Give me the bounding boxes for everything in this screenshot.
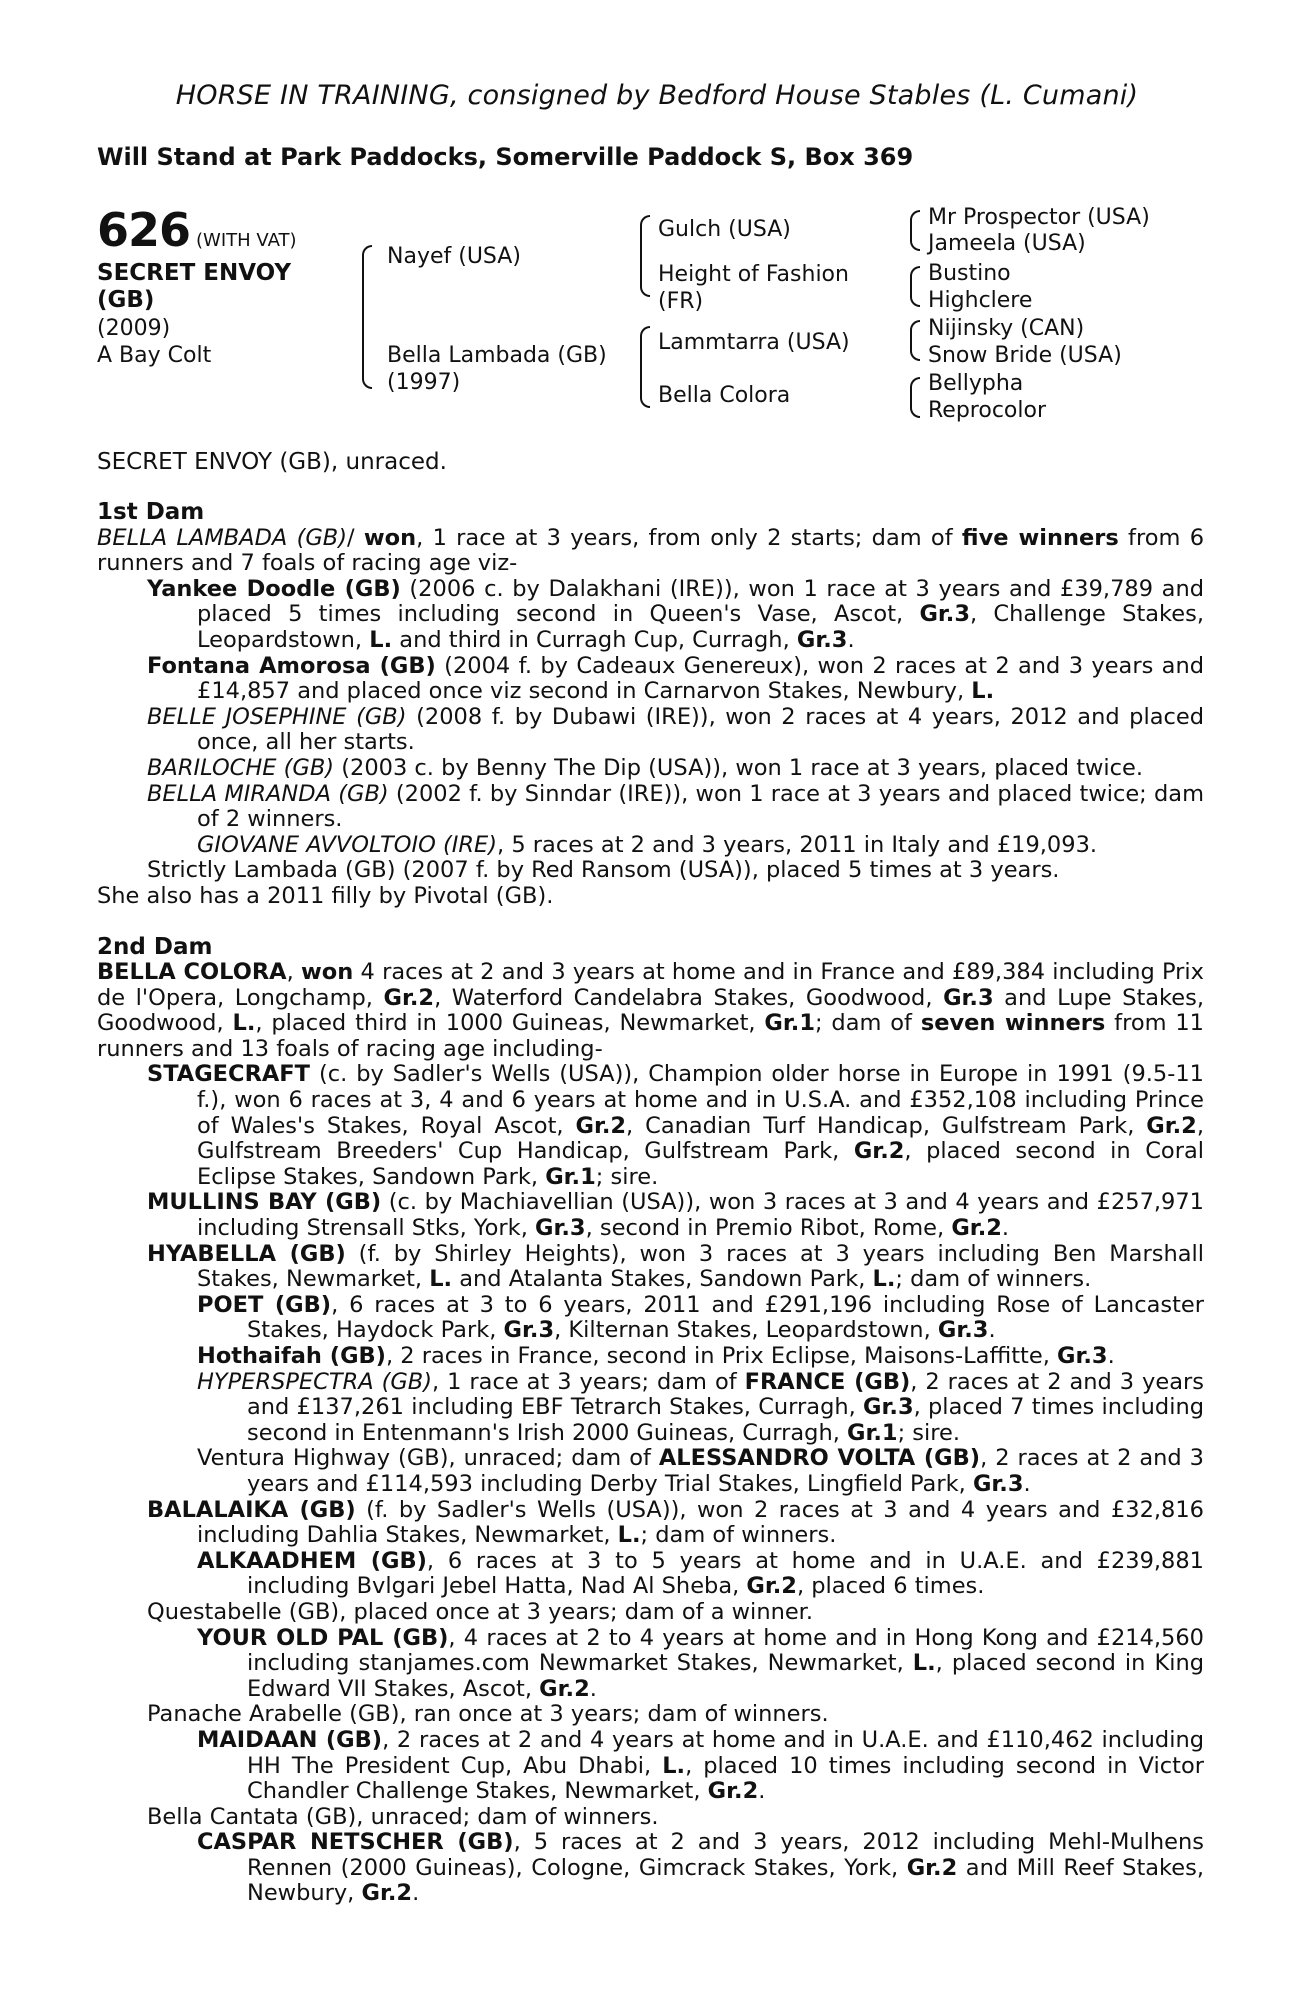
pedigree-gen4-7: Bellypha xyxy=(928,371,1024,396)
pedigree-entry: MAIDAAN (GB), 2 races at 2 and 4 years at home and in U.A.E. and £110,462 including HH The President Cup, Abu Dhabi, L., placed 10 times including second in Victor Chandler Challenge Stakes, Newmarket, Gr.2. xyxy=(197,1726,1204,1805)
pedigree-gen3-3: Lammtarra (USA) xyxy=(658,330,850,355)
pedigree-entry: HYABELLA (GB) (f. by Shirley Heights), won 3 races at 3 years including Ben Marshall Stakes, Newmarket, L. and Atalanta Stakes, Sandown Park, L.; dam of winners. xyxy=(147,1240,1204,1293)
pedigree-entry: Ventura Highway (GB), unraced; dam of ALESSANDRO VOLTA (GB), 2 races at 2 and 3 years and £114,593 including Derby Trial Stakes, Lingfield Park, Gr.3. xyxy=(197,1445,1204,1497)
pedigree-gen4-5: Nijinsky (CAN) xyxy=(928,316,1085,341)
pedigree-entry: She also has a 2011 filly by Pivotal (GB). xyxy=(97,882,554,909)
pedigree-entry: BELLA MIRANDA (GB) (2002 f. by Sinndar (IRE)), won 1 race at 3 years and placed twice; dam of 2 winners. xyxy=(147,780,1204,833)
pedigree-entry: ALKAADHEM (GB), 6 races at 3 to 5 years at home and in U.A.E. and £239,881 including Bvlgari Jebel Hatta, Nad Al Sheba, Gr.2, placed 6 times. xyxy=(197,1547,1204,1600)
pedigree-entry: BELLA LAMBADA (GB)/ won, 1 race at 3 years, from only 2 starts; dam of five winners from 6 runners and 7 foals of racing age viz- xyxy=(97,524,1205,577)
first-dam-entries xyxy=(97,526,1204,910)
pedigree-gen4-8: Reprocolor xyxy=(928,398,1046,423)
pedigree-gen3-4: Bella Colora xyxy=(658,383,791,408)
pedigree-entry: BALALAIKA (GB) (f. by Sadler's Wells (USA)), won 2 races at 3 and 4 years and £32,816 including Dahlia Stakes, Newmarket, L.; dam of winners. xyxy=(147,1496,1204,1549)
brace-height-of-fashion xyxy=(910,266,920,307)
pedigree-entry: POET (GB), 6 races at 3 to 6 years, 2011 and £291,196 including Rose of Lancaster Stakes, Haydock Park, Gr.3, Kilternan Stakes, Leopardstown, Gr.3. xyxy=(197,1291,1204,1344)
pedigree-gen3-2: Height of Fashion (FR) xyxy=(658,262,849,314)
brace-bella-colora xyxy=(910,377,920,418)
second-dam-heading: 2nd Dam xyxy=(97,933,213,960)
lot-number-block xyxy=(97,203,297,257)
pedigree-entry: Fontana Amorosa (GB) (2004 f. by Cadeaux Genereux), won 2 races at 2 and 3 years and £14,857 and placed once viz second in Carnarvon Stakes, Newbury, L. xyxy=(147,652,1204,705)
vat-note: (WITH VAT) xyxy=(196,230,297,251)
pedigree-gen4-6: Snow Bride (USA) xyxy=(928,343,1122,368)
pedigree-entry: Strictly Lambada (GB) (2007 f. by Red Ransom (USA)), placed 5 times at 3 years. xyxy=(147,857,1060,884)
stand-location: Will Stand at Park Paddocks, Somerville Paddock S, Box 369 xyxy=(97,143,914,171)
pedigree-gen4-1: Mr Prospector (USA) xyxy=(928,205,1150,230)
pedigree-entry: BARILOCHE (GB) (2003 c. by Benny The Dip (USA)), won 1 race at 3 years, placed twice. xyxy=(147,754,1144,781)
pedigree-entry: BELLA COLORA, won 4 races at 2 and 3 years at home and in France and £89,384 including Prix de l'Opera, Longchamp, Gr.2, Waterford Candelabra Stakes, Goodwood, Gr.3 and Lupe Stakes, Goodwood, L., placed third in 1000 Guineas, Newmarket, Gr.1; dam of seven winners from 11 runners and 13 foals of racing age including- xyxy=(97,959,1205,1062)
pedigree-gen4-3: Bustino xyxy=(928,261,1011,286)
horse-description: A Bay Colt xyxy=(97,343,212,368)
pedigree-entry: HYPERSPECTRA (GB), 1 race at 3 years; dam of FRANCE (GB), 2 races at 2 and 3 years and £137,261 including EBF Tetrarch Stakes, Curragh, Gr.3, placed 7 times including second in Entenmann's Irish 2000 Guineas, Curragh, Gr.1; sire. xyxy=(197,1368,1204,1446)
pedigree-entry: Panache Arabelle (GB), ran once at 3 years; dam of winners. xyxy=(147,1701,829,1728)
produce-record xyxy=(97,500,1204,1907)
race-record: SECRET ENVOY (GB), unraced. xyxy=(97,449,447,475)
second-dam-entries xyxy=(97,960,1204,1907)
brace-gulch xyxy=(910,210,920,251)
pedigree-entry: STAGECRAFT (c. by Sadler's Wells (USA)), Champion older horse in Europe in 1991 (9.5-11 f.), won 6 races at 3, 4 and 6 years at home and in U.S.A. and £352,108 including Prince of Wales's Stakes, Royal Ascot, Gr.2, Canadian Turf Handicap, Gulfstream Park, Gr.2, Gulfstream Breeders' Cup Handicap, Gulfstream Park, Gr.2, placed second in Coral Eclipse Stakes, Sandown Park, Gr.1; sire. xyxy=(147,1061,1204,1190)
pedigree-entry: YOUR OLD PAL (GB), 4 races at 2 to 4 years at home and in Hong Kong and £214,560 including stanjames.com Newmarket Stakes, Newmarket, L., placed second in King Edward VII Stakes, Ascot, Gr.2. xyxy=(197,1624,1205,1702)
foaling-year: (2009) xyxy=(97,316,171,341)
lot-number: 626 xyxy=(97,203,191,257)
pedigree-entry: Bella Cantata (GB), unraced; dam of winners. xyxy=(147,1803,659,1830)
pedigree-dam: Bella Lambada (GB) (1997) xyxy=(387,343,607,395)
brace-sire-dam xyxy=(362,245,372,389)
pedigree-entry: BELLE JOSEPHINE (GB) (2008 f. by Dubawi (IRE)), won 2 races at 4 years, 2012 and placed once, all her starts. xyxy=(147,703,1205,756)
page-title: HORSE IN TRAINING, consigned by Bedford House Stables (L. Cumani) xyxy=(175,80,1139,111)
pedigree-entry: MULLINS BAY (GB) (c. by Machiavellian (USA)), won 3 races at 3 and 4 years and £257,971 including Strensall Stks, York, Gr.3, second in Premio Ribot, Rome, Gr.2. xyxy=(147,1189,1204,1242)
pedigree-entry: Questabelle (GB), placed once at 3 years; dam of a winner. xyxy=(147,1598,814,1625)
pedigree-sire: Nayef (USA) xyxy=(387,244,521,269)
brace-dam-parents xyxy=(640,326,650,408)
brace-sire-parents xyxy=(640,215,650,297)
pedigree-entry: CASPAR NETSCHER (GB), 5 races at 2 and 3 years, 2012 including Mehl-Mulhens Rennen (2000 Guineas), Cologne, Gimcrack Stakes, York, Gr.2 and Mill Reef Stakes, Newbury, Gr.2. xyxy=(197,1829,1205,1907)
brace-lammtarra xyxy=(910,320,920,361)
pedigree-gen4-4: Highclere xyxy=(928,288,1033,313)
first-dam-heading: 1st Dam xyxy=(97,499,205,525)
pedigree-gen4-2: Jameela (USA) xyxy=(928,231,1086,256)
pedigree-gen3-1: Gulch (USA) xyxy=(658,217,791,242)
pedigree-entry: Yankee Doodle (GB) (2006 c. by Dalakhani (IRE)), won 1 race at 3 years and £39,789 and placed 5 times including second in Queen's Vase, Ascot, Gr.3, Challenge Stakes, Leopardstown, L. and third in Curragh Cup, Curragh, Gr.3. xyxy=(147,575,1204,653)
horse-name: SECRET ENVOY (GB) xyxy=(97,260,292,313)
pedigree-entry: GIOVANE AVVOLTOIO (IRE), 5 races at 2 and 3 years, 2011 in Italy and £19,093. xyxy=(197,831,1098,858)
pedigree-entry: Hothaifah (GB), 2 races in France, second in Prix Eclipse, Maisons-Laffitte, Gr.3. xyxy=(197,1343,1115,1369)
